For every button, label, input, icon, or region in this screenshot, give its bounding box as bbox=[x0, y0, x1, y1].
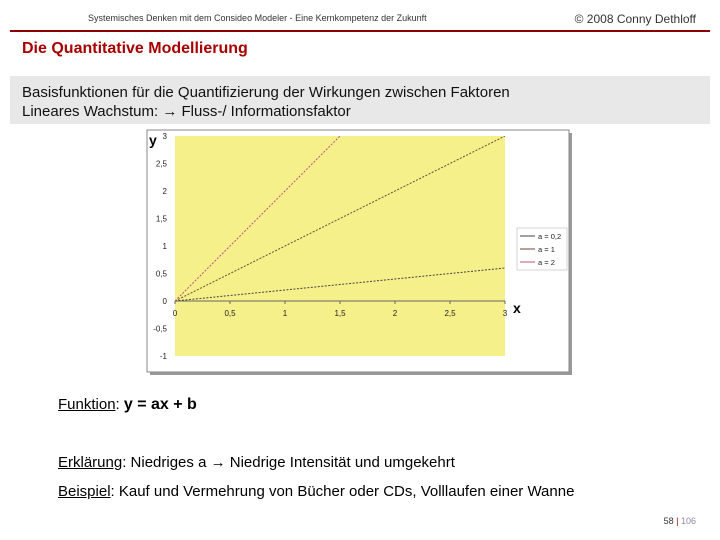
subtitle-line1: Basisfunktionen für die Quantifizierung der Wirkungen zwischen Faktoren bbox=[22, 84, 510, 101]
page-current: 58 bbox=[663, 516, 674, 526]
explanation-line bbox=[58, 454, 455, 471]
y-tick-label: 2,5 bbox=[155, 159, 167, 169]
y-tick-label: 1,5 bbox=[155, 214, 167, 224]
example-label: Beispiel bbox=[58, 483, 111, 500]
example-text: : Kauf und Vermehrung von Bücher oder CDs, Volllaufen einer Wanne bbox=[110, 483, 575, 500]
legend-label: a = 0,2 bbox=[538, 232, 562, 241]
y-tick-label: 0,5 bbox=[155, 269, 167, 279]
subtitle-line2 bbox=[22, 102, 510, 121]
x-tick-label: 1,5 bbox=[334, 309, 346, 318]
x-tick-label: 0,5 bbox=[224, 309, 236, 318]
function-label: Funktion bbox=[58, 396, 116, 413]
example-line bbox=[58, 483, 574, 500]
function-formula: y = ax + b bbox=[123, 396, 197, 413]
y-axis-label: y bbox=[149, 132, 157, 148]
page-number bbox=[664, 516, 696, 526]
x-tick-label: 1 bbox=[282, 309, 288, 318]
explanation-suffix: Niedrige Intensität und umgekehrt bbox=[225, 454, 455, 471]
x-tick-label: 0 bbox=[172, 309, 178, 318]
page-separator: | bbox=[676, 516, 679, 526]
legend-label: a = 2 bbox=[538, 258, 555, 267]
function-line bbox=[58, 396, 197, 414]
arrow-icon: → bbox=[210, 454, 226, 471]
y-tick-label: -0,5 bbox=[153, 324, 167, 334]
x-axis-label: x bbox=[513, 300, 521, 316]
page-total: 106 bbox=[680, 516, 696, 526]
x-tick-label: 2,5 bbox=[444, 309, 456, 318]
subtitle-line2-suffix: Fluss-/ Informationsfaktor bbox=[181, 103, 351, 120]
y-tick-label: -1 bbox=[159, 352, 167, 361]
copyright: © 2008 Conny Dethloff bbox=[574, 12, 696, 26]
subtitle-line2-prefix: Lineares Wachstum: bbox=[22, 103, 163, 120]
chart-svg bbox=[145, 128, 573, 376]
subtitle bbox=[22, 83, 510, 121]
plot-area bbox=[172, 136, 505, 356]
header-line: Systemisches Denken mit dem Consideo Modeler - Eine Kernkompetenz der Zukunft bbox=[88, 13, 427, 23]
y-tick-label: 2 bbox=[162, 187, 167, 196]
y-tick-label: 0 bbox=[162, 297, 167, 306]
x-tick-label: 3 bbox=[502, 309, 508, 318]
x-tick-label: 2 bbox=[392, 309, 398, 318]
header-rule bbox=[10, 30, 710, 32]
legend-label: a = 1 bbox=[538, 245, 555, 254]
y-tick-label: 3 bbox=[162, 132, 167, 141]
explanation-prefix: : Niedriges a bbox=[122, 454, 211, 471]
function-colon: : bbox=[115, 396, 124, 413]
slide-title: Die Quantitative Modellierung bbox=[22, 40, 248, 57]
chart bbox=[145, 128, 573, 376]
explanation-label: Erklärung bbox=[58, 454, 123, 471]
y-tick-label: 1 bbox=[162, 242, 167, 251]
arrow-icon: → bbox=[162, 103, 178, 120]
